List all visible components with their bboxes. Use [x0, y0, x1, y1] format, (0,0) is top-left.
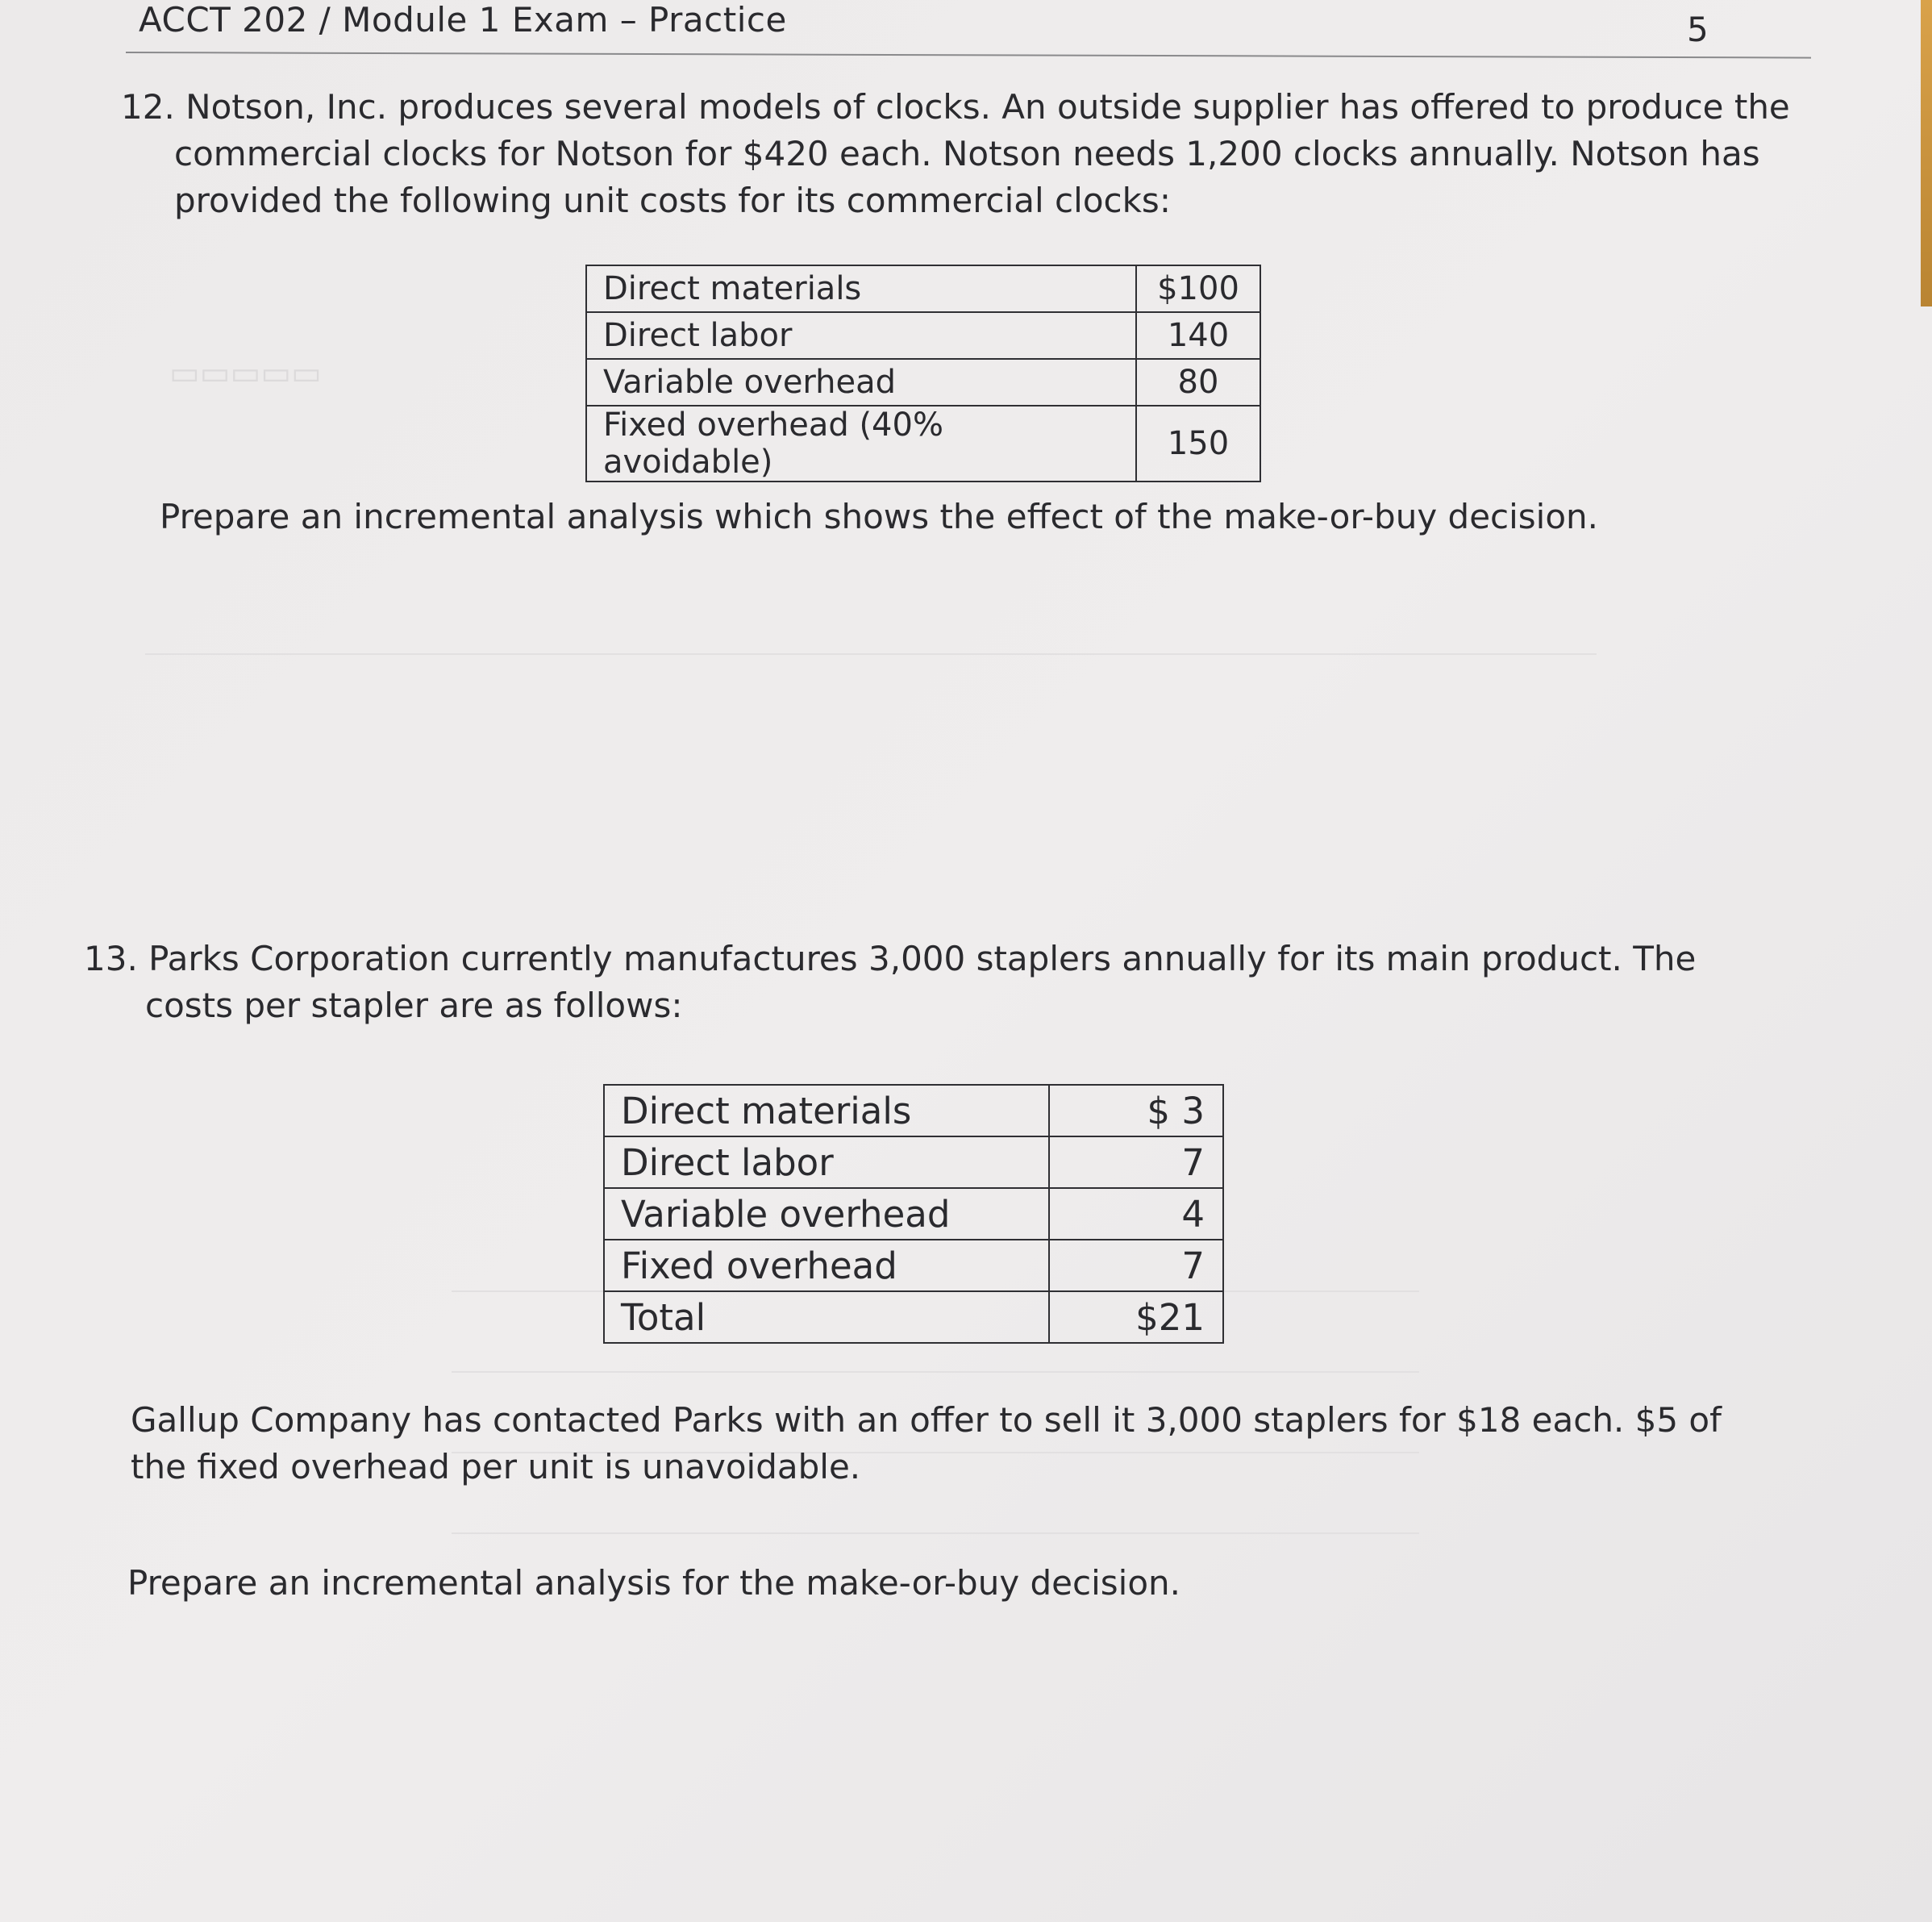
- question-13-offer-text: [131, 1397, 1824, 1490]
- cost-label: Fixed overhead: [604, 1240, 1049, 1291]
- table-row: [604, 1136, 1223, 1188]
- cost-label: Total: [604, 1291, 1049, 1343]
- table-row: [586, 265, 1260, 312]
- cost-value: $100: [1136, 265, 1260, 312]
- cost-value: 80: [1136, 359, 1260, 406]
- question-12-line: provided the following unit costs for its commercial clocks:: [174, 181, 1171, 220]
- binder-tab-edge: [1921, 0, 1932, 306]
- table-row-total: [604, 1291, 1223, 1343]
- bleed-through-shape: ▭▭▭▭▭: [169, 355, 322, 392]
- cost-value: 7: [1049, 1240, 1223, 1291]
- question-13-prompt: Prepare an incremental analysis for the make-or-buy decision.: [127, 1563, 1180, 1603]
- table-row: [604, 1188, 1223, 1240]
- cost-label: Fixed overhead (40% avoidable): [586, 406, 1136, 482]
- cost-value: $21: [1049, 1291, 1223, 1343]
- table-row: [604, 1240, 1223, 1291]
- page-header-title: ACCT 202 / Module 1 Exam – Practice: [139, 0, 787, 40]
- cost-value: 7: [1049, 1136, 1223, 1188]
- question-13-offer-line: Gallup Company has contacted Parks with an offer to sell it 3,000 staplers for $18 each. $5 of: [131, 1400, 1722, 1440]
- table-row: [604, 1085, 1223, 1136]
- cost-value: 4: [1049, 1188, 1223, 1240]
- bleed-through-rule: [452, 1371, 1419, 1373]
- header-divider: [126, 52, 1811, 59]
- bleed-through-rule: [452, 1532, 1419, 1534]
- question-12-cost-table: [585, 265, 1261, 482]
- page-number: 5: [1687, 10, 1709, 49]
- question-13-cost-table: [603, 1084, 1224, 1344]
- question-13-line: 13. Parks Corporation currently manufactures 3,000 staplers annually for its main product. The: [84, 939, 1697, 978]
- question-13-text: [84, 936, 1777, 1029]
- question-13-offer-line: the fixed overhead per unit is unavoidable.: [131, 1447, 861, 1486]
- cost-label: Direct labor: [604, 1136, 1049, 1188]
- table-row: [586, 406, 1260, 482]
- bleed-through-rule: [145, 653, 1597, 655]
- cost-value: 140: [1136, 312, 1260, 359]
- question-12-line: 12. Notson, Inc. produces several models of clocks. An outside supplier has offered to produce the: [121, 87, 1790, 127]
- cost-value: $ 3: [1049, 1085, 1223, 1136]
- cost-label: Variable overhead: [586, 359, 1136, 406]
- question-12-line: commercial clocks for Notson for $420 each. Notson needs 1,200 clocks annually. Notson has: [174, 134, 1760, 173]
- cost-label: Variable overhead: [604, 1188, 1049, 1240]
- cost-label: Direct labor: [586, 312, 1136, 359]
- table-row: [586, 359, 1260, 406]
- question-13-line: costs per stapler are as follows:: [145, 986, 683, 1025]
- table-row: [586, 312, 1260, 359]
- cost-label: Direct materials: [604, 1085, 1049, 1136]
- cost-value: 150: [1136, 406, 1260, 482]
- cost-label: Direct materials: [586, 265, 1136, 312]
- question-12-text: [121, 84, 1798, 224]
- question-12-prompt: Prepare an incremental analysis which shows the effect of the make-or-buy decision.: [160, 497, 1599, 536]
